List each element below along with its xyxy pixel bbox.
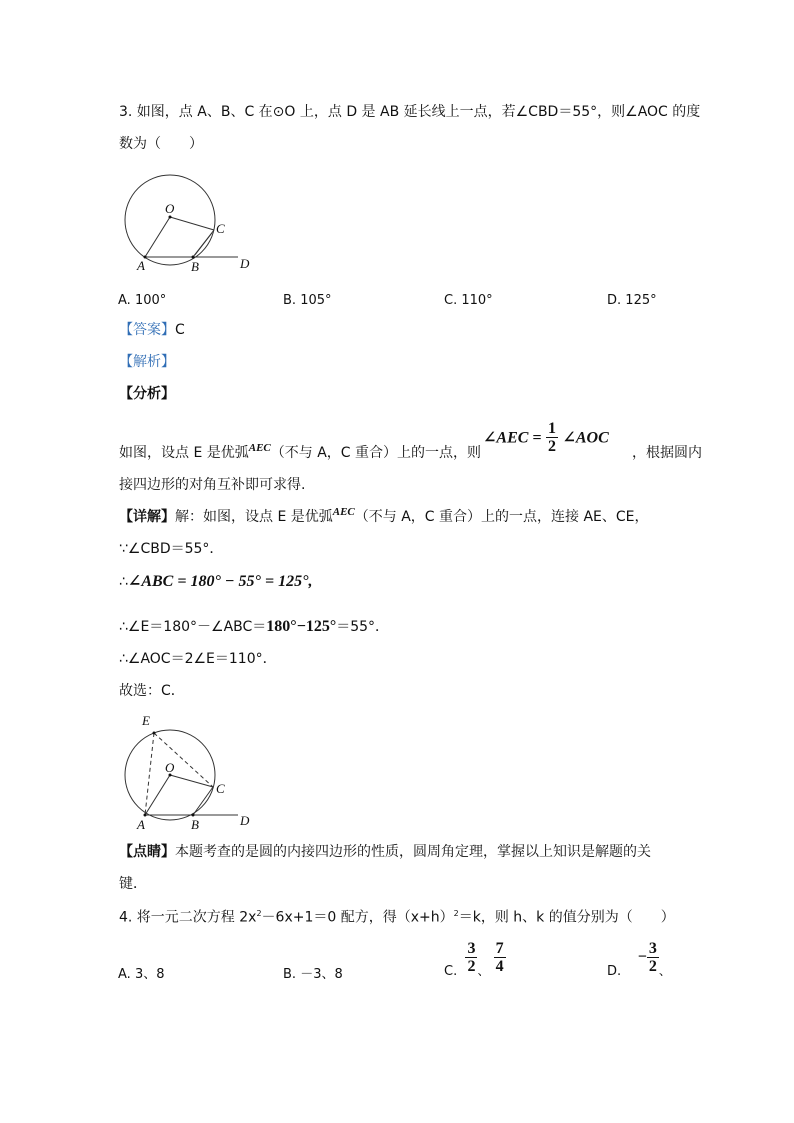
label-B: B [191, 817, 199, 832]
analysis-row [119, 353, 175, 371]
q3-figure-circle [110, 165, 270, 280]
q3-stem-line2: 数为（ ） [119, 136, 203, 152]
q3-figure-circle-with-e [110, 705, 270, 835]
arc-aec: AEC [248, 442, 271, 454]
step-4: ∴∠AOC＝2∠E＝110°． [119, 651, 277, 667]
fenxi-line1-tail: ，根据圆内 [632, 445, 702, 461]
detail-line1: 【详解】解：如图，设点 E 是优弧$^{AEC}$（不与 A，C 重合）上的一点，连接 AE、CE， [119, 506, 649, 525]
label-E: E [142, 713, 150, 728]
q3-option-b[interactable]: B. 105° [283, 293, 332, 308]
step-2: ∴∠ABC = 180° − 55° = 125°, [119, 573, 313, 590]
q4-option-d[interactable]: D. − $\frac{3}{2}$ 、 [607, 940, 671, 979]
fenxi-line2: 接四边形的对角互补即可求得. [119, 477, 306, 493]
label-D: D [240, 256, 250, 271]
label-A: A [137, 258, 145, 273]
step-1: ∵∠CBD＝55°． [119, 541, 224, 557]
label-C: C [216, 221, 225, 236]
q3-option-a[interactable]: A. 100° [118, 293, 167, 308]
answer-label: 【答案】 [119, 322, 175, 338]
fenxi-row [119, 385, 175, 403]
q3-option-c[interactable]: C. 110° [444, 293, 493, 308]
label-C: C [216, 781, 225, 796]
label-B: B [191, 259, 199, 274]
q3-stem-line1: 3. 如图，点 A、B、C 在⊙O 上，点 D 是 AB 延长线上一点，若∠CBD＝55°，则∠AOC 的度 [119, 104, 701, 120]
q4-option-c[interactable]: C. $\frac{3}{2}$ 、 $\frac{7}{4}$ [444, 940, 504, 979]
step-5: 故选：C． [119, 683, 185, 699]
detail-label: 【详解】 [119, 509, 175, 525]
step-3: ∴∠E＝180°－∠ABC＝180°−125°＝55°． [119, 618, 390, 635]
label-D: D [240, 813, 250, 828]
analysis-label: 【解析】 [119, 354, 175, 370]
answer-row [119, 321, 185, 339]
fenxi-formula: ∠AEC = $\frac{1}{2}$ ∠AOC [483, 420, 609, 455]
dianjing-line2: 键． [119, 876, 147, 892]
arc-aec-2: AEC [332, 506, 355, 518]
label-A: A [137, 817, 145, 832]
answer-value: C [175, 322, 185, 338]
q4-stem: 4. 将一元二次方程 $2x^2-6x+1=0$ 配方，得$(x+h)^2=k$，则 h、k 的值分别为（ ） [119, 909, 675, 926]
fenxi-line1: 如图，设点 E 是优弧$^{AEC}$（不与 A，C 重合）上的一点，则 [119, 442, 482, 461]
q3-option-d[interactable]: D. 125° [607, 293, 657, 308]
q4-option-b[interactable]: B. －3、8 [283, 967, 343, 982]
dianjing-label: 【点睛】 [119, 844, 175, 860]
label-O: O [165, 201, 175, 216]
q4-option-a[interactable]: A. 3、8 [118, 967, 165, 982]
dianjing-line1: 【点睛】本题考查的是圆的内接四边形的性质，圆周角定理，掌握以上知识是解题的关 [119, 844, 651, 860]
label-O: O [165, 760, 175, 775]
fenxi-label: 【分析】 [119, 386, 175, 402]
